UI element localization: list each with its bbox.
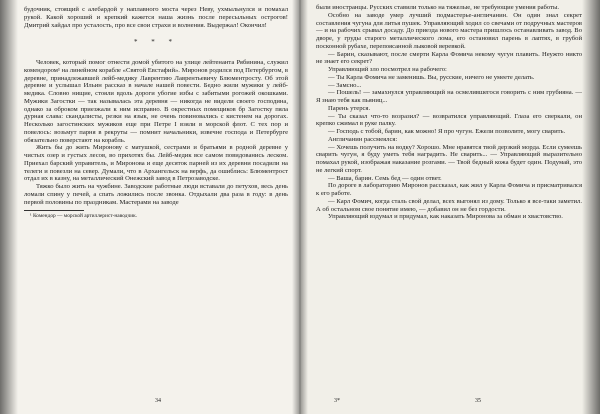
right-paragraph: Управляющий зло посмотрел на рабочего: <box>328 66 447 73</box>
footnote-rule <box>24 210 84 211</box>
left-paragraph: Человек, который помог отнести домой убитого на улице лейтенанта Рябинина, служил комендором¹ на линейном корабле «Святой Евстафий». Миронов родился под Петербургом, в деревне, принадлежавшей лейб-медику Лаврентию Лаврентьевичу Блюментросту. Об этой деревне и услышал Ильин рассказ в начале нашей повести. Бедно жили мужики у лейб-медика. Словно нищие, стояли вдоль дороги убогие избы с забитыми рогожей окошками. Мужики Загостки — так называлась эта деревня — никогда не видели своего господина, однако за оброком приезжали к ним исправно. В окрестных помещиков бр Загостку пяла дурная слава: скандалисты, резки на язык, не очень повиновались с кистенем на дорогах. Несколько загостинских мужиков еще при Петре I взяли в морской флот. С тех пор и повелось: возьмут парня в рекруты — помнит начальники, извечне господа и Петербурге обязательно поверстают на корабль. <box>24 59 288 144</box>
right-paragraph: — Замсно... <box>328 81 362 89</box>
right-paragraph: — Господь с тобой, барин, как можно! Я про чугун. Ежели позволите, могу сварить. <box>328 128 566 135</box>
right-paragraph: Управляющий вздумал и придумал, как наказать Миронова за обман и хвастовство. <box>328 213 563 221</box>
footnote: ¹ Комендор — морской артиллерист-наводчик. <box>30 213 138 220</box>
right-paragraph: — Ваша, барин. Семь бед — один ответ. <box>328 174 442 182</box>
scan-edge-shadow-right <box>582 0 600 414</box>
right-paragraph: — Хочешь получить на водку? Хорошо. Мне нравятся твой дерзкий морда. Если сумеешь сварить чугун, я буду уметь тебя наградить. Не сварить... — Управляющий выразительно помахал рукой, изображая наказание розгами. — Твой бедный кожа будет один. Подумай, это не легкий спорт. <box>316 143 582 174</box>
right-page-number: 35 <box>475 398 481 405</box>
left-paragraph: Жить бы до жить Миронову с матушкой, сестрами и братьями в родной деревне у чистых озер и густых лесов, во прихотях бы. Лейб-медик все самом повидованись леском. Приехал барский управитель, и Миронова и еще десяток парней из их деревни посадили на телеги и повезли на север. Думали, что в Архангельск на верфь, да ошиблись: Блюментрост отдал их в казну, на металлический Онежский завод в Петрозаводске. <box>24 144 288 183</box>
right-paragraph: Англичанин рассмеялся: <box>328 135 398 143</box>
right-paragraph: — Ты Карла Фомича не заменишь. Вы, русские, ничего не умеете делать. <box>328 73 535 81</box>
left-paragraph: Тяжко было жить на чужбине. Заводские работные люди вставали до петухов, весь день ломали спину у печей, а спать ложились после звонка. Отдыхали два раза в году: в день первой половины по праздникам. Мастерами на заводе <box>24 183 288 206</box>
right-paragraph: По дороге в лабораторию Миронов рассказал, как жил у Карла Фомича и присматривался к его работе. <box>316 182 582 197</box>
right-paragraph: — Ты сказал что-то возразил? — возвратился управляющий. Глаза его сверкали, он крепко сжимал в руке палку. <box>316 112 582 128</box>
right-page <box>300 0 600 414</box>
book-gutter-shadow <box>292 0 308 414</box>
left-page-number: 34 <box>155 398 161 405</box>
right-paragraph: были иностранцы. Русских ставили только на тяжелые, не требующие умения работы. <box>316 4 560 11</box>
left-top-paragraph: будочник, стоящий с алебардой у наплавного моста через Неву, ухмыльнулся и помахал рукой. Какой хороший и крепкий кажется наша жизнь после пересыльных острогов! Дмитрий хайдал про усталость, про все свои страхи и волнения. Выдержал! Окончил! <box>24 6 288 29</box>
right-paragraph: — Пошель! — замахнулся управляющий на осмелившегося говорить с ним грубияна. — Я знаю тебя как пьяниц... <box>316 89 582 104</box>
right-paragraph: Парень утерся. <box>328 104 371 112</box>
signature-mark: 3* <box>334 398 340 405</box>
section-separator: * * * <box>134 38 178 47</box>
right-paragraph: Особно на заводе умер лучший подмастерье-англичанин. Он один знал секрет составления чугуна для литья пушек. Управляющий ходил со свечами от подручных мастеров — и на рабочих срывал досаду. Дo приезда нового мастера пришлось останавливать завод. Во дворе, у груды старого металлического лома, его остановил парень в лаптях, в грубой посконной рубахе, перепоясанной лыковой веревкой. <box>316 11 582 50</box>
right-paragraph: — Карл Фомич, когда сталь свой делал, всех выгонял из дому. Только я все-таки заметил. А об остальном свое понятие имею, — добавил он не без гордости. <box>316 197 582 213</box>
scan-edge-shadow-left <box>0 0 18 414</box>
right-paragraph: — Барин, сказывают, после смерти Карла Фомича некому чугун плавить. Неужто никто не знает его секрет? <box>316 50 582 66</box>
